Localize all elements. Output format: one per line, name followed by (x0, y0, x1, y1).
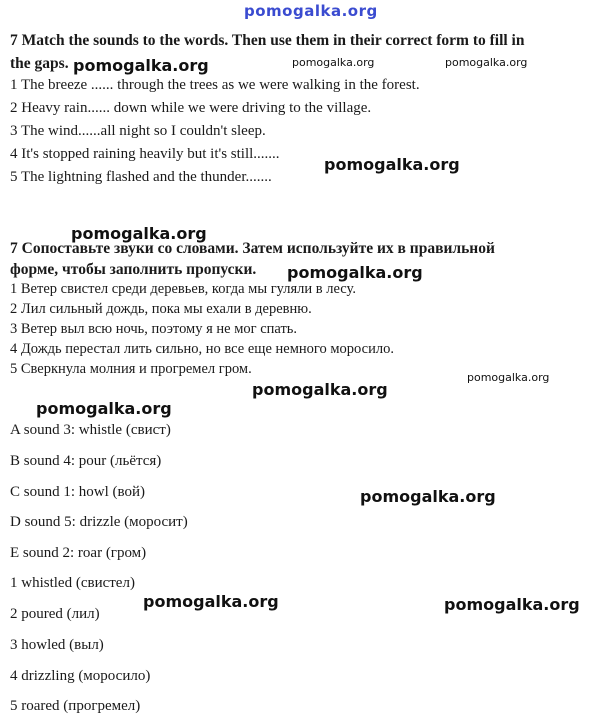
watermark: pomogalka.org (360, 487, 496, 506)
match-c: C sound 1: howl (вой) (10, 484, 146, 500)
answer-2: 2 poured (лил) (10, 606, 100, 622)
watermark: pomogalka.org (287, 263, 423, 282)
watermark: pomogalka.org (252, 380, 388, 399)
watermark: pomogalka.org (444, 595, 580, 614)
watermark: pomogalka.org (71, 224, 207, 243)
exercise-heading-ru-cont: форме, чтобы заполнить пропуски. (10, 261, 257, 278)
sentence-2-en: 2 Heavy rain...... down while we were driving to the village. (10, 100, 372, 116)
sentence-1-en: 1 The breeze ...... through the trees as we were walking in the forest. (10, 77, 420, 93)
watermark: pomogalka.org (73, 56, 209, 75)
watermark: pomogalka.org (292, 56, 375, 69)
sentence-2-ru: 2 Лил сильный дождь, пока мы ехали в деревню. (10, 301, 312, 317)
exercise-heading-en-cont: the gaps. (10, 55, 69, 72)
sentence-5-en: 5 The lightning flashed and the thunder....... (10, 169, 272, 185)
sentence-1-ru: 1 Ветер свистел среди деревьев, когда мы гуляли в лесу. (10, 281, 356, 297)
answer-5: 5 roared (прогремел) (10, 698, 141, 714)
answer-4: 4 drizzling (моросило) (10, 668, 151, 684)
answer-3: 3 howled (выл) (10, 637, 104, 653)
watermark: pomogalka.org (445, 56, 528, 69)
watermark: pomogalka.org (467, 371, 550, 384)
match-b: B sound 4: pour (льётся) (10, 453, 162, 469)
answer-1: 1 whistled (свистел) (10, 575, 135, 591)
sentence-4-ru: 4 Дождь перестал лить сильно, но все еще немного моросило. (10, 341, 394, 357)
match-e: E sound 2: roar (гром) (10, 545, 147, 561)
sentence-4-en: 4 It's stopped raining heavily but it's still....... (10, 146, 280, 162)
match-d: D sound 5: drizzle (моросит) (10, 514, 188, 530)
watermark: pomogalka.org (36, 399, 172, 418)
match-a: A sound 3: whistle (свист) (10, 422, 171, 438)
watermark: pomogalka.org (324, 155, 460, 174)
watermark-top: pomogalka.org (244, 2, 378, 20)
exercise-heading-en: 7 Match the sounds to the words. Then use them in their correct form to fill in (10, 32, 525, 49)
exercise-heading-ru: 7 Сопоставьте звуки со словами. Затем используйте их в правильной (10, 240, 495, 257)
watermark: pomogalka.org (143, 592, 279, 611)
sentence-5-ru: 5 Сверкнула молния и прогремел гром. (10, 361, 252, 377)
sentence-3-en: 3 The wind......all night so I couldn't sleep. (10, 123, 266, 139)
sentence-3-ru: 3 Ветер выл всю ночь, поэтому я не мог спать. (10, 321, 298, 337)
